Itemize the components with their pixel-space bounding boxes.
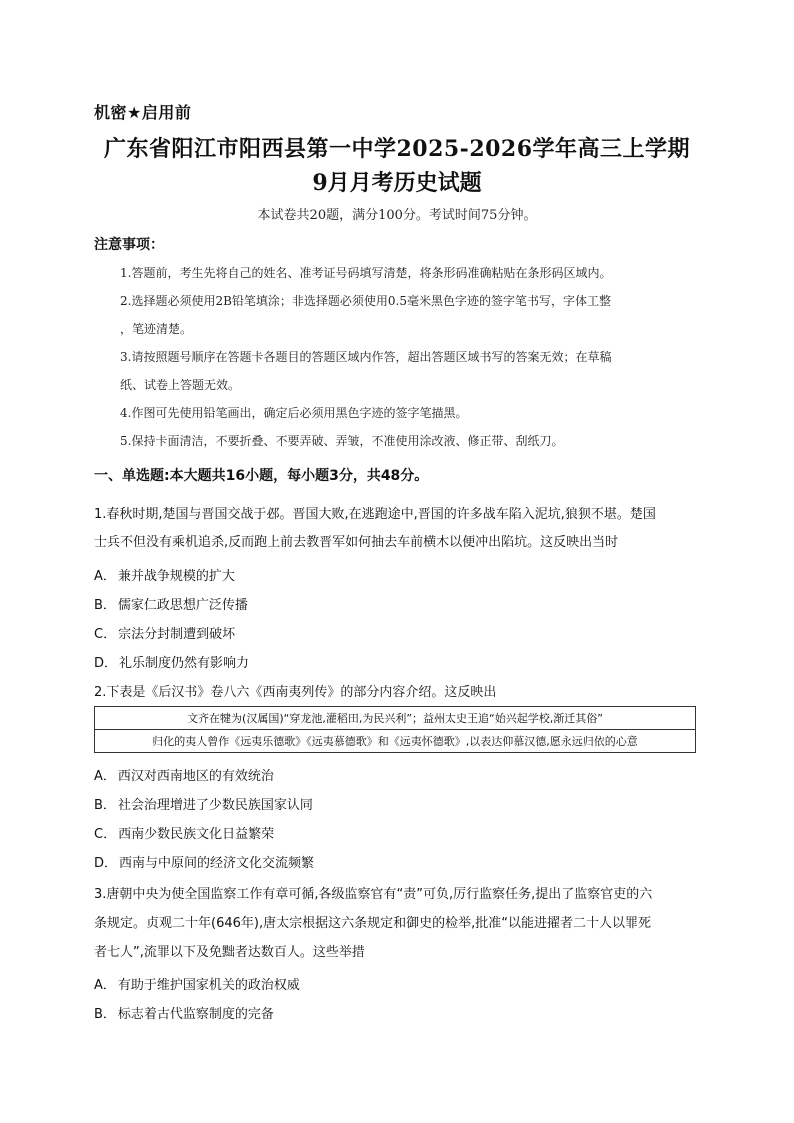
exam-title-line1: 广东省阳江市阳西县第一中学2025-2026学年高三上学期 — [103, 136, 691, 162]
note-item: 纸、试卷上答题无效。 — [120, 378, 241, 392]
table-row — [95, 707, 696, 730]
question-3-stem-line: 3.唐朝中央为使全国监察工作有章可循,各级监察官有“责”可负,厉行监察任务,提出了监察官吏的六 — [94, 887, 653, 902]
question-3-option-a[interactable] — [94, 974, 300, 993]
option-text: 西汉对西南地区的有效统治 — [117, 769, 274, 784]
question-2-stem-line: 2.下表是《后汉书》卷八六《西南夷列传》的部分内容介绍。这反映出 — [94, 685, 497, 700]
option-text: 社会治理增进了少数民族国家认同 — [117, 798, 313, 813]
question-3-stem-line: 条规定。贞观二十年(646年),唐太宗根据这六条规定和御史的检举,批准“以能进擢者二十人以罪死 — [94, 916, 651, 931]
question-1-option-b[interactable] — [94, 594, 248, 613]
question-2-option-a[interactable] — [94, 765, 274, 784]
option-letter: A． — [94, 769, 116, 784]
exam-title-line2: 9月月考历史试题 — [312, 170, 482, 196]
option-text: 有助于维护国家机关的政治权威 — [117, 978, 300, 993]
option-letter: A． — [94, 569, 116, 584]
table-row — [95, 730, 696, 753]
question-2-table — [94, 706, 696, 753]
question-1-stem-line: 士兵不但没有乘机追杀,反而跑上前去教晋军如何抽去车前横木以便冲出陷坑。这反映出当时 — [94, 535, 619, 550]
option-letter: B． — [94, 1007, 116, 1022]
question-3-stem-line: 者七人”,流罪以下及免黜者达数百人。这些举措 — [94, 945, 365, 960]
question-3-option-b[interactable] — [94, 1003, 274, 1022]
note-item: 5.保持卡面清洁，不要折叠、不要弄破、弄皱，不准使用涂改液、修正带、刮纸刀。 — [120, 434, 564, 448]
option-letter: C． — [94, 827, 117, 842]
note-item: 2.选择题必须使用2B铅笔填涂；非选择题必须使用0.5毫米黑色字迹的签字笔书写，字体工整 — [120, 294, 611, 308]
note-item: 4.作图可先使用铅笔画出，确定后必须用黑色字迹的签字笔描黑。 — [120, 406, 468, 420]
question-1-stem-line: 1.春秋时期,楚国与晋国交战于邲。晋国大败,在逃跑途中,晋国的许多战车陷入泥坑,狼狈不堪。楚国 — [94, 507, 656, 522]
note-item: ，笔迹清楚。 — [120, 322, 193, 336]
exam-info: 本试卷共20题，满分100分。考试时间75分钟。 — [257, 208, 537, 223]
option-letter: C． — [94, 627, 117, 642]
option-text: 西南与中原间的经济文化交流频繁 — [119, 856, 315, 871]
question-2-option-c[interactable] — [94, 823, 274, 842]
note-item: 1.答题前，考生先将自己的姓名、准考证号码填写清楚，将条形码准确粘贴在条形码区域内。 — [120, 266, 612, 280]
question-2-option-b[interactable] — [94, 794, 313, 813]
notes-heading: 注意事项： — [94, 237, 164, 253]
option-letter: D． — [94, 856, 118, 871]
question-1-option-c[interactable] — [94, 623, 235, 642]
option-text: 礼乐制度仍然有影响力 — [119, 656, 250, 671]
table-cell: 归化的夷人曾作《远夷乐德歌》《远夷慕德歌》和《远夷怀德歌》,以表达仰慕汉德,愿永远归依的心意 — [95, 730, 696, 753]
question-2-option-d[interactable] — [94, 852, 314, 871]
option-text: 西南少数民族文化日益繁荣 — [118, 827, 275, 842]
option-letter: D． — [94, 656, 118, 671]
section-heading: 一、单选题:本大题共16小题，每小题3分，共48分。 — [94, 468, 429, 484]
option-text: 兼并战争规模的扩大 — [117, 569, 235, 584]
note-item: 3.请按照题号顺序在答题卡各题目的答题区域内作答，超出答题区域书写的答案无效；在草稿 — [120, 350, 612, 364]
question-1-option-d[interactable] — [94, 652, 249, 671]
option-letter: B． — [94, 798, 116, 813]
confidential-label: 机密★启用前 — [94, 103, 192, 122]
table-cell: 文齐在犍为(汉属国)“穿龙池,灌稻田,为民兴利”；益州太史王追“始兴起学校,渐迁其俗” — [95, 707, 696, 730]
option-letter: A． — [94, 978, 116, 993]
option-text: 儒家仁政思想广泛传播 — [117, 598, 248, 613]
question-1-option-a[interactable] — [94, 565, 235, 584]
option-letter: B． — [94, 598, 116, 613]
option-text: 宗法分封制遭到破坏 — [118, 627, 236, 642]
option-text: 标志着古代监察制度的完备 — [117, 1007, 274, 1022]
